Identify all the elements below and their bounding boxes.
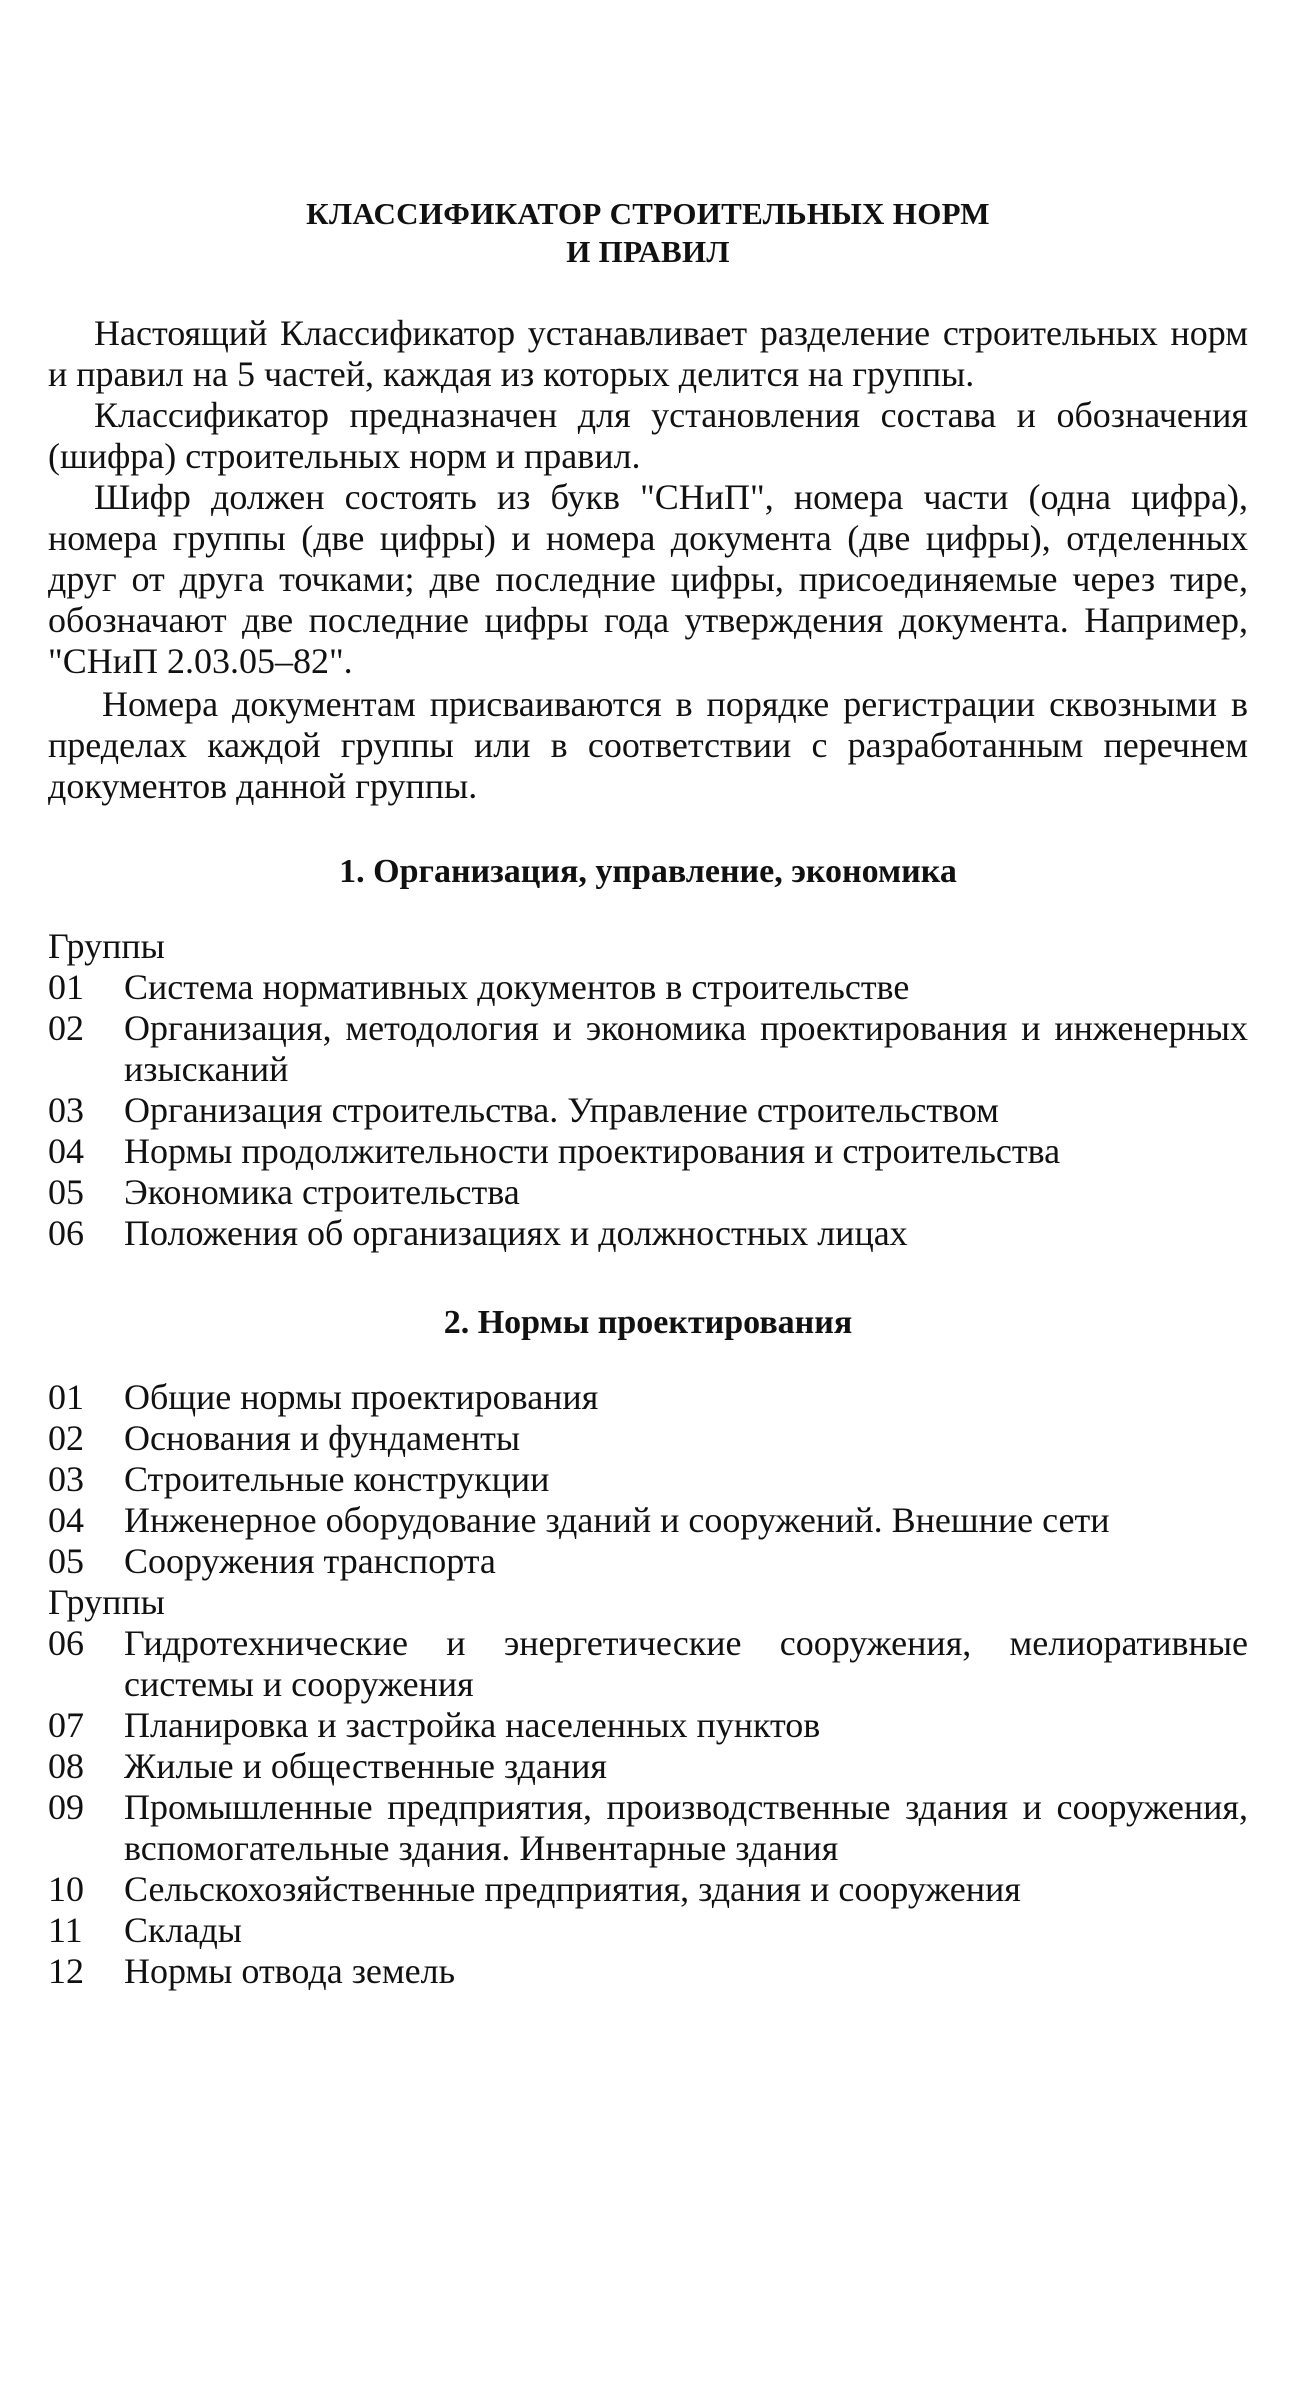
group-title: Общие нормы проектирования [124,1377,599,1417]
group-title: Инженерное оборудование зданий и сооружений. Внешние сети [124,1500,1110,1540]
section-1-group-list [48,967,1248,1254]
section-1-groups-label: Группы [48,926,165,966]
group-title: Планировка и застройка населенных пунктов [124,1705,821,1745]
group-number: 06 [48,1623,84,1663]
list-item [48,1172,1248,1213]
group-number: 10 [48,1869,84,1909]
intro-paragraph-4: Номера документам присваиваются в порядке регистрации сквозными в пределах каждой группы или в соответствии с разработанным перечнем документов данной группы. [48,684,1248,806]
list-item [48,1213,1248,1254]
group-number: 07 [48,1705,84,1745]
list-item [48,1623,1248,1705]
section-2-heading: 2. Нормы проектирования [443,1304,853,1341]
group-title: Промышленные предприятия, производственные здания и сооружения, вспомогательные здания. Инвентарные здания [124,1787,1248,1868]
group-number: 09 [48,1787,84,1827]
title-line-2: И ПРАВИЛ [566,234,730,269]
list-item [48,1131,1248,1172]
group-number: 04 [48,1500,84,1540]
group-title: Организация строительства. Управление строительством [124,1090,999,1130]
list-item [48,1541,1248,1582]
group-title: Система нормативных документов в строительстве [124,967,910,1007]
group-title: Жилые и общественные здания [124,1746,607,1786]
group-title: Основания и фундаменты [124,1418,521,1458]
group-number: 03 [48,1459,84,1499]
list-item [48,1377,1248,1418]
list-item [48,1705,1248,1746]
list-item [48,1951,1248,1992]
intro-paragraph-3: Шифр должен состоять из букв "СНиП", номера части (одна цифра), номера группы (две цифры) и номера документа (две цифры), отделенных друг от друга точками; две последние цифры, присоединяемые через тире, обозначают две последние цифры года утверждения документа. Например, "СНиП 2.03.05–82". [48,477,1248,681]
list-item [48,967,1248,1008]
title-line-1: КЛАССИФИКАТОР СТРОИТЕЛЬНЫХ НОРМ [306,196,990,231]
list-item [48,1418,1248,1459]
group-title: Нормы отвода земель [124,1951,456,1991]
list-item [48,1910,1248,1951]
group-number: 11 [48,1910,83,1950]
group-title: Склады [124,1910,242,1950]
list-item [48,1008,1248,1090]
group-number: 01 [48,1377,84,1417]
section-2-group-list-b [48,1623,1248,1992]
group-number: 03 [48,1090,84,1130]
list-item [48,1746,1248,1787]
group-title: Положения об организациях и должностных лицах [124,1213,908,1253]
group-title: Сельскохозяйственные предприятия, здания и сооружения [124,1869,1021,1909]
group-number: 04 [48,1131,84,1171]
group-title: Сооружения транспорта [124,1541,496,1581]
section-1-heading: 1. Организация, управление, экономика [339,853,957,890]
list-item [48,1787,1248,1869]
group-number: 05 [48,1541,84,1581]
section-2-groups-label: Группы [48,1582,165,1622]
group-number: 08 [48,1746,84,1786]
group-title: Гидротехнические и энергетические сооружения, мелиоративные системы и сооружения [124,1623,1248,1704]
intro-paragraph-2: Классификатор предназначен для установления состава и обозначения (шифра) строительных норм и правил. [48,395,1248,476]
group-number: 12 [48,1951,84,1991]
group-number: 05 [48,1172,84,1212]
document-page [48,195,1248,1992]
list-item [48,1500,1248,1541]
list-item [48,1459,1248,1500]
document-title [48,195,1248,271]
list-item [48,1869,1248,1910]
group-title: Экономика строительства [124,1172,520,1212]
group-number: 06 [48,1213,84,1253]
group-number: 02 [48,1008,84,1048]
list-item [48,1090,1248,1131]
intro-paragraph-1: Настоящий Классификатор устанавливает разделение строительных норм и правил на 5 частей, каждая из которых делится на группы. [48,313,1248,394]
group-title: Нормы продолжительности проектирования и строительства [124,1131,1061,1171]
group-number: 02 [48,1418,84,1458]
group-title: Строительные конструкции [124,1459,550,1499]
group-number: 01 [48,967,84,1007]
group-title: Организация, методология и экономика проектирования и инженерных изысканий [124,1008,1248,1089]
section-2-group-list-a [48,1377,1248,1582]
